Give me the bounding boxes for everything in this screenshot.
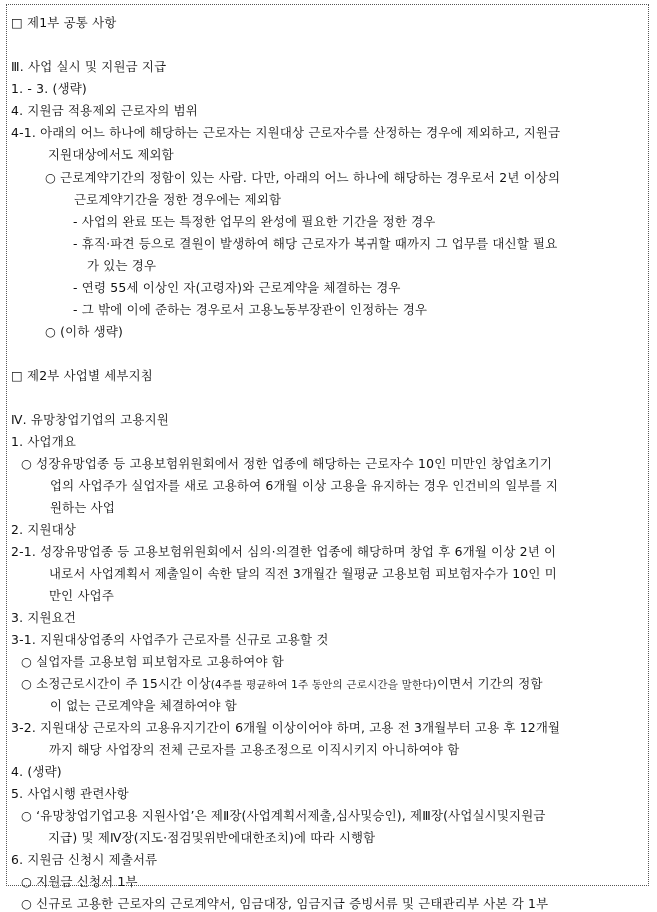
doc-line: ○ 성장유망업종 등 고용보험위원회에서 정한 업종에 해당하는 근로자수 10인 미만인 창업초기기 xyxy=(21,456,552,471)
doc-line: ○ 지원금 신청서 1부 xyxy=(21,874,138,889)
doc-text: 이면서 기간의 정함 xyxy=(436,676,543,691)
doc-line: 2. 지원대상 xyxy=(11,522,77,537)
doc-line: ○ 실업자를 고용보험 피보험자로 고용하여야 함 xyxy=(21,654,284,669)
doc-line: ○ 근로계약기간의 정함이 있는 사람. 다만, 아래의 어느 하나에 해당하는 경우로서 2년 이상의 xyxy=(45,170,561,185)
doc-line: 지급) 및 제Ⅳ장(지도·점검및위반에대한조치)에 따라 시행함 xyxy=(48,830,376,845)
doc-text-small: (4주를 평균하여 1주 동안의 근로시간을 말한다) xyxy=(210,679,437,691)
document-frame xyxy=(6,4,649,911)
doc-line: 근로계약기간을 정한 경우에는 제외함 xyxy=(74,192,282,207)
doc-line: 3-2. 지원대상 근로자의 고용유지기간이 6개월 이상이어야 하며, 고용 전 3개월부터 고용 후 12개월 xyxy=(11,720,561,735)
doc-text: ○ 소정근로시간이 주 15시간 이상 xyxy=(21,676,211,691)
doc-line: - 연령 55세 이상인 자(고령자)와 근로계약을 체결하는 경우 xyxy=(73,280,401,295)
doc-line: 4. (생략) xyxy=(11,764,62,779)
doc-line: - 휴직·파견 등으로 결원이 발생하여 해당 근로자가 복귀할 때까지 그 업무를 대신할 필요 xyxy=(73,236,558,251)
doc-line: 내로서 사업계획서 제출일이 속한 달의 직전 3개월간 월평균 고용보험 피보험자수가 10인 미 xyxy=(49,566,557,581)
doc-line: 업의 사업주가 실업자를 새로 고용하여 6개월 이상 고용을 유지하는 경우 인건비의 일부를 지 xyxy=(50,478,559,493)
doc-line: 6. 지원금 신청시 제출서류 xyxy=(11,852,158,867)
part1-heading: □ 제1부 공통 사항 xyxy=(11,15,117,30)
doc-line: 1. 사업개요 xyxy=(11,434,77,449)
section-heading-iv: Ⅳ. 유망창업기업의 고용지원 xyxy=(11,412,169,427)
doc-line: ○ 신규로 고용한 근로자의 근로계약서, 임금대장, 임금지급 증빙서류 및 근태관리부 사본 각 1부 xyxy=(21,896,549,911)
doc-line: 4. 지원금 적용제외 근로자의 범위 xyxy=(11,103,198,118)
doc-line: 지원대상에서도 제외함 xyxy=(48,147,174,162)
doc-line: 2-1. 성장유망업종 등 고용보험위원회에서 심의·의결한 업종에 해당하며 창업 후 6개월 이상 2년 이 xyxy=(11,544,557,559)
doc-line: 5. 사업시행 관련사항 xyxy=(11,786,129,801)
doc-line: 이 없는 근로계약을 체결하여야 함 xyxy=(50,698,237,713)
doc-line: - 사업의 완료 또는 특정한 업무의 완성에 필요한 기간을 정한 경우 xyxy=(73,214,436,229)
doc-line: - 그 밖에 이에 준하는 경우로서 고용노동부장관이 인정하는 경우 xyxy=(73,302,428,317)
doc-line: 까지 해당 사업장의 전체 근로자를 고용조정으로 이직시키지 아니하여야 함 xyxy=(49,742,460,757)
part2-heading: □ 제2부 사업별 세부지침 xyxy=(11,368,153,383)
doc-line: 원하는 사업 xyxy=(50,500,115,515)
doc-line: 1. - 3. (생략) xyxy=(11,81,87,96)
doc-line: ○ (이하 생략) xyxy=(45,324,124,339)
doc-line xyxy=(21,674,543,692)
doc-line: 만인 사업주 xyxy=(49,588,114,603)
section-heading-iii: Ⅲ. 사업 실시 및 지원금 지급 xyxy=(11,59,167,74)
doc-line: ○ ‘유망창업기업고용 지원사업’은 제Ⅱ장(사업계획서제출,심사및승인), 제Ⅲ장(사업실시및지원금 xyxy=(21,808,546,823)
doc-line: 가 있는 경우 xyxy=(87,258,157,273)
doc-line: 4-1. 아래의 어느 하나에 해당하는 근로자는 지원대상 근로자수를 산정하는 경우에 제외하고, 지원금 xyxy=(11,125,561,140)
doc-line: 3. 지원요건 xyxy=(11,610,77,625)
doc-line: 3-1. 지원대상업종의 사업주가 근로자를 신규로 고용할 것 xyxy=(11,632,329,647)
